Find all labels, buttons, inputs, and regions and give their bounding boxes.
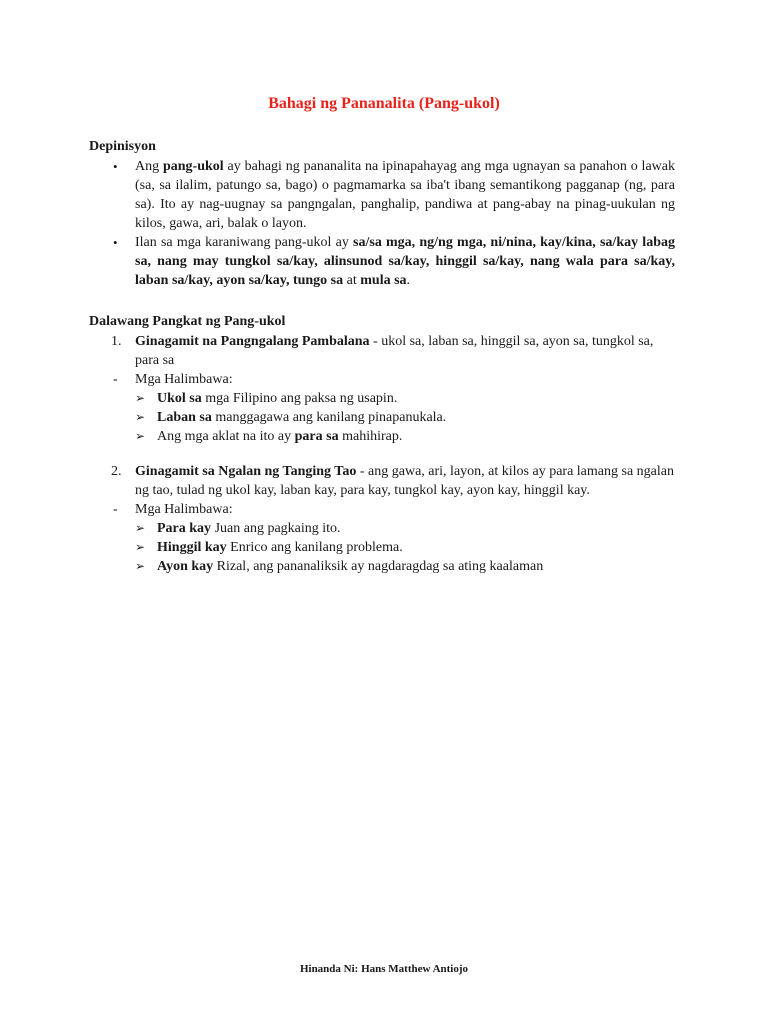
definition-bullet-list [113, 157, 675, 290]
section-heading-depinisyon: Depinisyon [89, 139, 156, 154]
numbered-item-2 [113, 462, 675, 576]
example-bold: Laban sa [157, 410, 212, 425]
examples-label-row [113, 500, 675, 519]
number-marker: 1. [111, 334, 122, 349]
numbered-item-heading [113, 332, 675, 370]
example-text: mga Filipino ang paksa ng usapin. [201, 391, 398, 406]
arrow-bullet-icon: ➢ [135, 521, 146, 535]
example-list [113, 389, 675, 446]
bullet-bold-term: mula sa [360, 273, 407, 288]
examples-label: Mga Halimbawa: [135, 372, 233, 387]
example-item [135, 389, 675, 408]
page-title: Bahagi ng Pananalita (Pang-ukol) [268, 95, 500, 112]
bullet-text: at [343, 273, 361, 288]
bullet-text: ay bahagi ng pananalita na ipinapahayag ang mga ugnayan sa panahon o lawak (sa, sa ilalim, patungo sa, bago) o pagmamarka sa iba't ibang semantikong pagganap (ng, para sa). Ito ay nag-uugnay sa pangngalan, panghalip, pandiwa at pang-abay na pinag-uukulan ng kilos, gawa, ari, balak o layon. [135, 159, 675, 231]
example-item [135, 519, 675, 538]
bullet-text: Ang [135, 159, 163, 174]
author-footer: Hinanda Ni: Hans Matthew Antiojo [299, 963, 469, 975]
common-prepositions-bullet [113, 233, 675, 290]
dash-marker: - [113, 372, 118, 387]
example-item [135, 427, 675, 446]
example-text: Rizal, ang pananaliksik ay nagdaragdag sa ating kaalaman [213, 559, 544, 574]
example-text: manggagawa ang kanilang pinapanukala. [211, 410, 447, 425]
item-bold-title: Ginagamit na Pangngalang Pambalana [135, 334, 370, 349]
example-bold: Ayon kay [157, 559, 214, 574]
numbered-item-1 [113, 332, 675, 446]
item-description: - ang gawa, ari, layon, at kilos ay para lamang sa ngalan ng tao, tulad ng ukol kay, laban kay, para kay, tungkol kay, ayon kay, hinggil kay. [135, 464, 674, 498]
numbered-item-heading [113, 462, 675, 500]
example-item [135, 408, 675, 427]
example-bold: Para kay [157, 521, 212, 536]
bullet-icon: • [113, 235, 118, 250]
bullet-text: . [406, 273, 411, 288]
item-description: - ukol sa, laban sa, hinggil sa, ayon sa, tungkol sa, para sa [135, 334, 654, 368]
bullet-icon: • [113, 159, 118, 174]
bullet-text: Ilan sa mga karaniwang pang-ukol ay [135, 235, 354, 250]
bullet-bold-term: sa/sa mga, ng/ng mga, ni/nina, kay/kina, sa/kay labag sa, nang may tungkol sa/kay, alinsunod sa/kay, hinggil sa/kay, nang wala para sa/kay, laban sa/kay, ayon sa/kay, tungo sa [135, 235, 675, 288]
example-bold: para sa [294, 429, 339, 444]
definition-bullet [113, 157, 675, 233]
arrow-bullet-icon: ➢ [135, 559, 146, 573]
arrow-bullet-icon: ➢ [135, 410, 146, 424]
example-text: Juan ang pagkaing ito. [211, 521, 341, 536]
example-bold: Hinggil kay [157, 540, 227, 555]
arrow-bullet-icon: ➢ [135, 391, 146, 405]
number-marker: 2. [111, 464, 122, 479]
examples-label: Mga Halimbawa: [135, 502, 233, 517]
example-item [135, 557, 675, 576]
examples-label-row [113, 370, 675, 389]
example-bold: Ukol sa [157, 391, 202, 406]
arrow-bullet-icon: ➢ [135, 540, 146, 554]
arrow-bullet-icon: ➢ [135, 429, 146, 443]
example-list [113, 519, 675, 576]
dash-marker: - [113, 502, 118, 517]
example-text: Ang mga aklat na ito ay [157, 429, 295, 444]
bullet-bold-term: pang-ukol [162, 159, 224, 174]
example-text: mahihirap. [338, 429, 403, 444]
example-text: Enrico ang kanilang problema. [226, 540, 403, 555]
example-item [135, 538, 675, 557]
section-heading-pangkat: Dalawang Pangkat ng Pang-ukol [89, 314, 286, 329]
item-bold-title: Ginagamit sa Ngalan ng Tanging Tao [135, 464, 357, 479]
